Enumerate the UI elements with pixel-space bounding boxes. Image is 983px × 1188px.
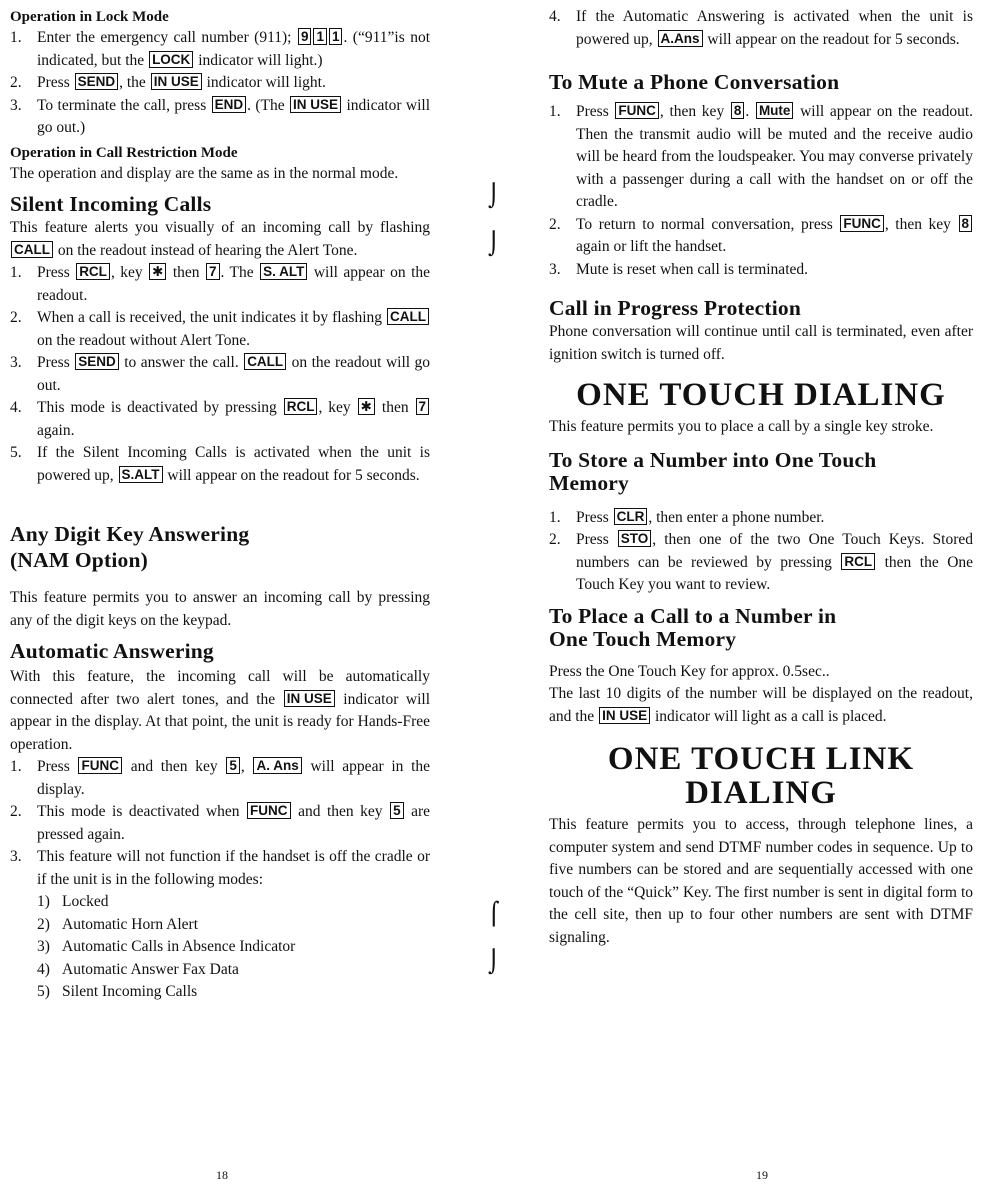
star-key: ✱ (358, 398, 375, 415)
send-key: SEND (75, 353, 119, 370)
list-item: 1. Press FUNC and then key 5 , A. Ans will appear in the display. (10, 758, 431, 798)
restriction-body: The operation and display are the same as in the normal mode. (10, 164, 399, 182)
link-title: ONE TOUCH LINK DIALING (607, 741, 915, 811)
clr-key: CLR (614, 508, 648, 525)
store-heading: To Store a Number into One Touch Memory (549, 447, 877, 495)
place-line: Press the One Touch Key for approx. 0.5sec.. (549, 662, 830, 680)
store-list (549, 507, 973, 597)
in-use-indicator: IN USE (599, 707, 650, 724)
list-item: 4. This mode is deactivated by pressing RCL , key ✱ then 7 again. (10, 397, 430, 442)
key-1: 1 (329, 28, 343, 45)
binding-mark: ⌡ (488, 950, 500, 975)
mode-item: 4) Automatic Answer Fax Data (37, 960, 239, 978)
lock-mode-heading: Operation in Lock Mode (10, 9, 169, 25)
rcl-key: RCL (841, 553, 875, 570)
list-item: 3. To terminate the call, press END . (The IN USE indicator will go out.) (10, 96, 431, 136)
binding-mark: ⌠ (488, 902, 500, 927)
send-key: SEND (75, 73, 119, 90)
func-key: FUNC (78, 757, 122, 774)
binding-mark: ⌡ (488, 232, 500, 257)
func-key: FUNC (247, 802, 291, 819)
star-key: ✱ (149, 263, 166, 280)
list-item: 5. If the Silent Incoming Calls is activated when the unit is powered up, S.ALT will appear on the readout for 5 seconds. (10, 444, 430, 484)
mute-heading: To Mute a Phone Conversation (549, 70, 840, 94)
in-use-indicator: IN USE (284, 690, 335, 707)
one-touch-title: ONE TOUCH DIALING (576, 377, 946, 413)
call-indicator: CALL (244, 353, 286, 370)
list-item: 3. Press SEND to answer the call. CALL on the readout will go out. (10, 354, 431, 394)
auto-answer-list (10, 756, 430, 1004)
any-digit-heading: Any Digit Key Answering (NAM Option) (10, 522, 250, 572)
key-8: 8 (959, 215, 973, 232)
link-body: This feature permits you to access, through telephone lines, a computer system and send DTMF number codes in sequence. Up to five numbers can be stored and are sequentially accessed with one touch of the “Quick” Key. The first number is sent in digital form to the cell site, then up to four other numbers are sent with DTMF signaling. (549, 816, 973, 946)
silent-list (10, 262, 430, 487)
func-key: FUNC (840, 215, 884, 232)
silent-heading: Silent Incoming Calls (10, 192, 212, 216)
binding-mark: ⌡ (488, 184, 500, 209)
list-item: 2. This mode is deactivated when FUNC and then key 5 are pressed again. (10, 803, 431, 843)
call-indicator: CALL (387, 308, 429, 325)
list-item: 3. This feature will not function if the handset is off the cradle or if the unit is in the following modes: 1) Locked 2) Automatic Horn Alert 3) Automatic Calls in Absence Indicator 4) Automatic Answer Fax Data 5) Silent Incoming Calls (10, 846, 430, 1004)
lock-indicator: LOCK (149, 51, 193, 68)
list-item: 2. When a call is received, the unit indicates it by flashing CALL on the readout without Alert Tone. (10, 307, 430, 352)
silent-intro: This feature alerts you visually of an incoming call by flashing CALL on the readout instead of hearing the Alert Tone. (10, 219, 430, 259)
key-8: 8 (731, 102, 745, 119)
list-item: 2. Press SEND , the IN USE indicator will light. (10, 74, 326, 91)
left-page (10, 0, 430, 1004)
auto-answer-heading: Automatic Answering (10, 639, 214, 663)
a-ans-indicator: A. Ans (253, 757, 301, 774)
in-use-indicator: IN USE (290, 96, 341, 113)
a-ans-indicator: A.Ans (658, 30, 703, 47)
progress-body: Phone conversation will continue until call is terminated, even after ignition switch is turned off. (549, 323, 973, 363)
list-item: 2. To return to normal conversation, press FUNC , then key 8 again or lift the handset. (549, 214, 973, 259)
progress-heading: Call in Progress Protection (549, 296, 802, 320)
s-alt-indicator: S.ALT (119, 466, 163, 483)
place-heading: To Place a Call to a Number in One Touch Memory (549, 603, 837, 651)
page-number-right: 19 (756, 1168, 768, 1182)
list-item: 2. Press STO , then one of the two One Touch Keys. Stored numbers can be reviewed by pressing RCL then the One Touch Key you want to review. (549, 531, 974, 593)
mode-item: 2) Automatic Horn Alert (37, 915, 199, 933)
key-5: 5 (390, 802, 404, 819)
list-item: 1. Press RCL , key ✱ then 7 . The S. ALT will appear on the readout. (10, 264, 431, 304)
func-key: FUNC (615, 102, 659, 119)
key-5: 5 (226, 757, 240, 774)
page-number-left: 18 (216, 1168, 228, 1182)
mode-item: 1) Locked (37, 893, 109, 910)
auto-answer-intro: With this feature, the incoming call will be automatically connected after two alert tones, and the IN USE indicator will appear in the display. At that point, the unit is ready for Hands-Free operation. (10, 668, 431, 753)
mode-item: 3) Automatic Calls in Absence Indicator (37, 938, 296, 955)
any-digit-body: This feature permits you to answer an incoming call by pressing any of the digit keys on the keypad. (10, 589, 430, 629)
restriction-heading: Operation in Call Restriction Mode (10, 144, 238, 161)
list-item: 3. Mute is reset when call is terminated. (549, 260, 809, 278)
lock-mode-list (10, 27, 430, 140)
call-indicator: CALL (11, 241, 53, 258)
key-1: 1 (313, 28, 327, 45)
rcl-key: RCL (76, 263, 110, 280)
list-item: 4. If the Automatic Answering is activated when the unit is powered up, A.Ans will appear on the readout for 5 seconds. (549, 8, 973, 48)
modes-list (37, 891, 430, 1004)
end-key: END (212, 96, 247, 113)
auto-answer-list-continued (549, 6, 973, 51)
one-touch-body: This feature permits you to place a call by a single key stroke. (549, 418, 934, 435)
list-item: 1. Press FUNC , then key 8 . Mute will appear on the readout. Then the transmit audio will be muted and the receive audio will be heard from the loudspeaker. You may converse privately with a passenger during a call with the handset on or off the cradle. (549, 103, 973, 210)
place-body: The last 10 digits of the number will be displayed on the readout, and the IN USE indicator will light as a call is placed. (549, 685, 973, 725)
mode-item: 5) Silent Incoming Calls (37, 983, 198, 1000)
mute-indicator: Mute (756, 102, 794, 119)
list-item: 1. Enter the emergency call number (911); 9 1 1 . (“911”is not indicated, but the LOCK indicator will light.) (10, 29, 430, 69)
s-alt-indicator: S. ALT (260, 263, 307, 280)
key-7: 7 (416, 398, 430, 415)
key-7: 7 (206, 263, 220, 280)
rcl-key: RCL (284, 398, 318, 415)
list-item: 1. Press CLR , then enter a phone number. (549, 508, 825, 526)
sto-key: STO (618, 530, 652, 547)
in-use-indicator: IN USE (151, 73, 202, 90)
mute-list (549, 101, 973, 281)
right-page (549, 0, 973, 949)
key-9: 9 (298, 28, 312, 45)
